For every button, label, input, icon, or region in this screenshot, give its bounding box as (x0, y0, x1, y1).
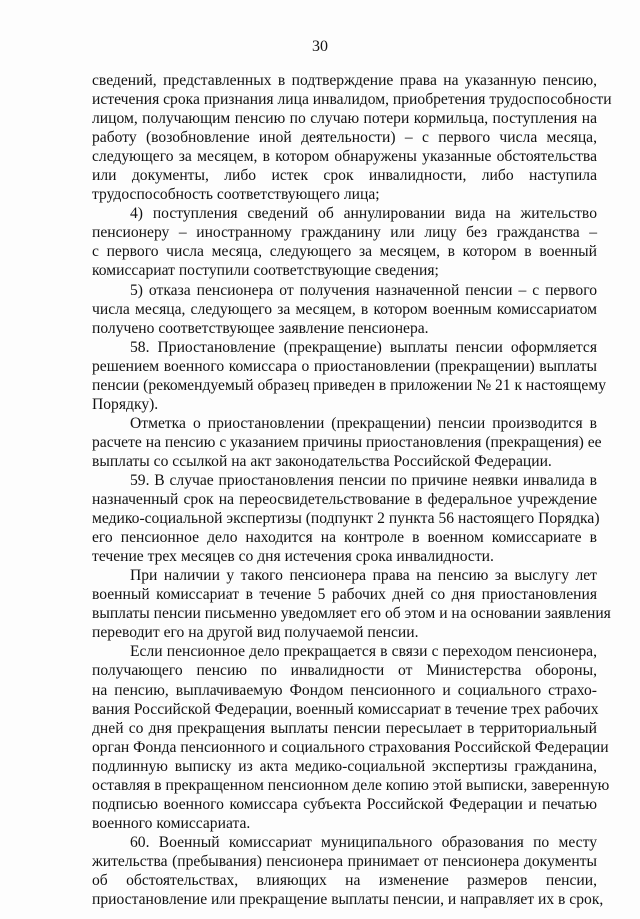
text-line: получающего пенсию по инвалидности от Министерства обороны, (92, 662, 597, 680)
text-line: подписью военного комиссара субъекта Российской Федерации и печатью (92, 795, 597, 813)
text-line: с первого числа месяца, следующего за месяцем, в котором в военный (92, 243, 597, 261)
text-line: приостановление или прекращение выплаты пенсии, и направляет их в срок, (92, 891, 604, 909)
body-text (92, 71, 612, 909)
text-line: орган Фонда пенсионного и социального страхования Российской Федерации (92, 738, 609, 756)
text-line: переводит его на другой вид получаемой пенсии. (92, 624, 419, 642)
text-line: оставляя в прекращенном пенсионном деле копию этой выписки, заверенную (92, 776, 610, 794)
text-line: Если пенсионное дело прекращается в связи с переходом пенсионера, (130, 643, 597, 661)
page-number: 30 (312, 38, 328, 55)
text-line: назначенный срок на переосвидетельствование в федеральное учреждение (92, 491, 597, 509)
text-line: его пенсионное дело находится на контроле в военном комиссариате в (92, 529, 597, 547)
text-line: вания Российской Федерации, военный комиссариат в течение трех рабочих (92, 700, 599, 718)
text-line: выплаты пенсии письменно уведомляет его об этом и на основании заявления (92, 605, 611, 623)
text-line: Отметка о приостановлении (прекращении) пенсии производится в (130, 414, 597, 432)
text-line: получено соответствующее заявление пенсионера. (92, 319, 429, 337)
text-line: 59. В случае приостановления пенсии по причине неявки инвалида в (130, 471, 597, 489)
text-line: 5) отказа пенсионера от получения назначенной пенсии – с первого (130, 281, 597, 299)
text-line: Порядку). (92, 395, 159, 413)
text-line: течение трех месяцев со дня истечения срока инвалидности. (92, 548, 494, 566)
text-line: лицом, получающим пенсию по случаю потери кормильца, поступления на (92, 110, 597, 128)
text-line: решением военного комиссара о приостановлении (прекращении) выплаты (92, 357, 597, 375)
text-line: военный комиссариат в течение 5 рабочих дней со дня приостановления (92, 586, 597, 604)
text-line: 58. Приостановление (прекращение) выплаты пенсии оформляется (130, 338, 597, 356)
text-line: трудоспособность соответствующего лица; (92, 186, 380, 204)
text-line: расчете на пенсию с указанием причины приостановления (прекращения) ее (92, 433, 602, 451)
text-line: выплаты со ссылкой на акт законодательства Российской Федерации. (92, 452, 552, 470)
text-line: подлинную выписку из акта медико-социальной экспертизы гражданина, (92, 757, 597, 775)
text-line: комиссариат поступили соответствующие сведения; (92, 262, 439, 280)
text-line: числа месяца, следующего за месяцем, в котором военным комиссариатом (92, 300, 597, 318)
text-line: 4) поступления сведений об аннулировании вида на жительство (130, 205, 597, 223)
text-line: сведений, представленных в подтверждение права на указанную пенсию, (92, 72, 597, 89)
text-line: пенсионеру – иностранному гражданину или лицу без гражданства – (92, 224, 597, 242)
text-line: на пенсию, выплачиваемую Фондом пенсионного и социального страхо- (92, 681, 597, 699)
text-line: 60. Военный комиссариат муниципального образования по месту (130, 833, 597, 851)
text-line: При наличии у такого пенсионера права на пенсию за выслугу лет (130, 567, 597, 585)
text-line: дней со дня прекращения выплаты пенсии пересылает в территориальный (92, 719, 597, 737)
text-line: жительства (пребывания) пенсионера принимает от пенсионера документы (92, 852, 597, 870)
text-line: следующего за месяцем, в котором обнаружены указанные обстоятельства (92, 148, 597, 166)
text-line: истечения срока признания лица инвалидом, приобретения трудоспособности (92, 91, 612, 109)
text-line: об обстоятельствах, влияющих на изменение размеров пенсии, (92, 871, 597, 889)
text-line: медико-социальной экспертизы (подпункт 2 пункта 56 настоящего Порядка) (92, 510, 600, 528)
text-line: или документы, либо истек срок инвалидности, либо наступила (92, 167, 597, 185)
text-line: работу (возобновление иной деятельности) – с первого числа месяца, (92, 129, 597, 147)
text-line: пенсии (рекомендуемый образец приведен в приложении № 21 к настоящему (92, 376, 606, 394)
text-line: военного комиссариата. (92, 814, 251, 832)
